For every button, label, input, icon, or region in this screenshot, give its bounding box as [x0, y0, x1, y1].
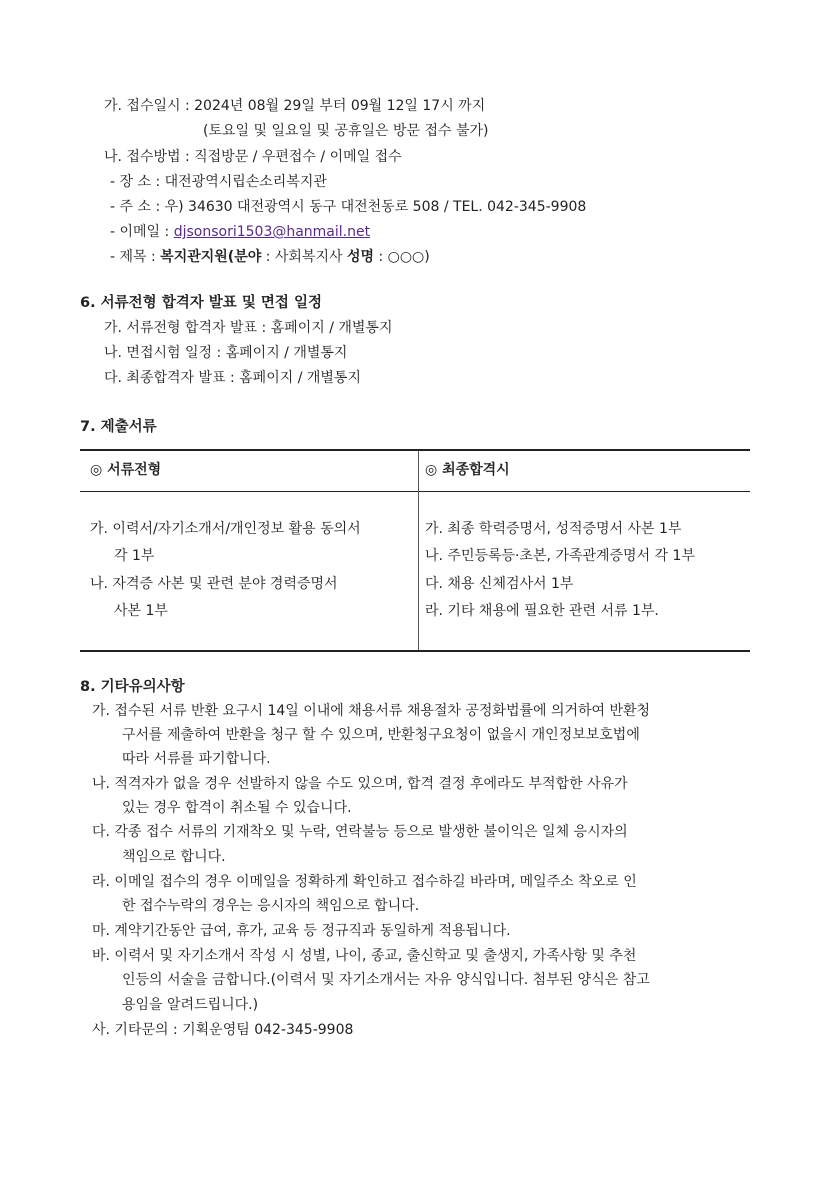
subject-prefix: - 제목 : [110, 249, 161, 265]
table-header-right: ◎ 최종합격시 [425, 462, 510, 478]
reception-subject-row [110, 247, 430, 267]
table-bottom-rule [80, 650, 750, 652]
notice-item-4-line-1: 라. 이메일 접수의 경우 이메일을 정확하게 확인하고 접수하길 바라며, 메일주소 착오로 인 [92, 874, 637, 890]
table-header-rule [80, 491, 750, 492]
notice-item-4-line-2: 한 접수누락의 경우는 응시자의 책임으로 합니다. [122, 898, 420, 914]
notice-item-3-line-2: 책임으로 합니다. [122, 849, 226, 865]
table-left-line-1: 가. 이력서/자기소개서/개인정보 활용 동의서 [90, 521, 361, 537]
table-header-left: ◎ 서류전형 [90, 462, 162, 478]
notice-item-2-line-1: 나. 적격자가 없을 경우 선발하지 않을 수도 있으며, 합격 결정 후에라도 부적합한 사유가 [92, 776, 628, 792]
section6-title: 6. 서류전형 합격자 발표 및 면접 일정 [80, 295, 322, 311]
section6-item-1: 가. 서류전형 합격자 발표 : 홈페이지 / 개별통지 [104, 320, 393, 336]
reception-method: 나. 접수방법 : 직접방문 / 우편접수 / 이메일 접수 [104, 149, 402, 165]
notice-item-6-line-3: 용임을 알려드립니다.) [122, 997, 259, 1013]
table-left-line-2: 각 1부 [114, 548, 155, 564]
table-right-line-4: 라. 기타 채용에 필요한 관련 서류 1부. [425, 603, 659, 619]
notice-item-2-line-2: 있는 경우 합격이 취소될 수 있습니다. [122, 800, 352, 816]
email-label: - 이메일 : [110, 224, 174, 240]
table-right-line-1: 가. 최종 학력증명서, 성적증명서 사본 1부 [425, 521, 682, 537]
notice-item-7-line-1: 사. 기타문의 : 기획운영팀 042-345-9908 [92, 1022, 354, 1038]
table-right-line-3: 다. 채용 신체검사서 1부 [425, 576, 574, 592]
notice-item-1-line-1: 가. 접수된 서류 반환 요구시 14일 이내에 채용서류 채용절차 공정화법률에 의거하여 반환청 [92, 703, 651, 719]
notice-item-1-line-2: 구서를 제출하여 반환을 청구 할 수 있으며, 반환청구요청이 없을시 개인정보보호법에 [122, 727, 640, 743]
reception-period: 가. 접수일시 : 2024년 08월 29일 부터 09월 12일 17시 까지 [104, 98, 486, 114]
section6-item-2: 나. 면접시험 일정 : 홈페이지 / 개별통지 [104, 345, 348, 361]
table-right-line-2: 나. 주민등록등·초본, 가족관계증명서 각 1부 [425, 548, 695, 564]
email-link[interactable]: djsonsori1503@hanmail.net [173, 224, 371, 240]
section7-title: 7. 제출서류 [80, 419, 157, 435]
reception-period-note: (토요일 및 일요일 및 공휴일은 방문 접수 불가) [203, 123, 489, 139]
section6-item-3: 다. 최종합격자 발표 : 홈페이지 / 개별통지 [104, 370, 361, 386]
subject-bold-1: 복지관지원(분야 [160, 249, 262, 265]
reception-email-row [110, 222, 370, 242]
table-left-line-3: 나. 자격증 사본 및 관련 분야 경력증명서 [90, 576, 338, 592]
table-column-divider [418, 451, 419, 650]
notice-item-6-line-1: 바. 이력서 및 자기소개서 작성 시 성별, 나이, 종교, 출신학교 및 출생지, 가족사항 및 추천 [92, 948, 637, 964]
subject-end: : ○○○) [374, 249, 430, 265]
notice-item-5-line-1: 마. 계약기간동안 급여, 휴가, 교육 등 정규직과 동일하게 적용됩니다. [92, 923, 511, 939]
notice-item-6-line-2: 인등의 서술을 금합니다.(이력서 및 자기소개서는 자유 양식입니다. 첨부된 양식은 참고 [122, 972, 650, 988]
subject-bold-2: 성명 [346, 249, 374, 265]
notice-item-1-line-3: 따라 서류를 파기합니다. [122, 751, 271, 767]
notice-item-3-line-1: 다. 각종 접수 서류의 기재착오 및 누락, 연락불능 등으로 발생한 불이익은 일체 응시자의 [92, 824, 628, 840]
reception-address: - 주 소 : 우) 34630 대전광역시 동구 대전천동로 508 / TEL. 042-345-9908 [110, 199, 587, 215]
table-top-rule [80, 449, 750, 451]
subject-mid: : 사회복지사 [261, 249, 347, 265]
reception-place: - 장 소 : 대전광역시립손소리복지관 [110, 174, 327, 190]
table-left-line-4: 사본 1부 [114, 603, 168, 619]
section8-title: 8. 기타유의사항 [80, 679, 185, 695]
